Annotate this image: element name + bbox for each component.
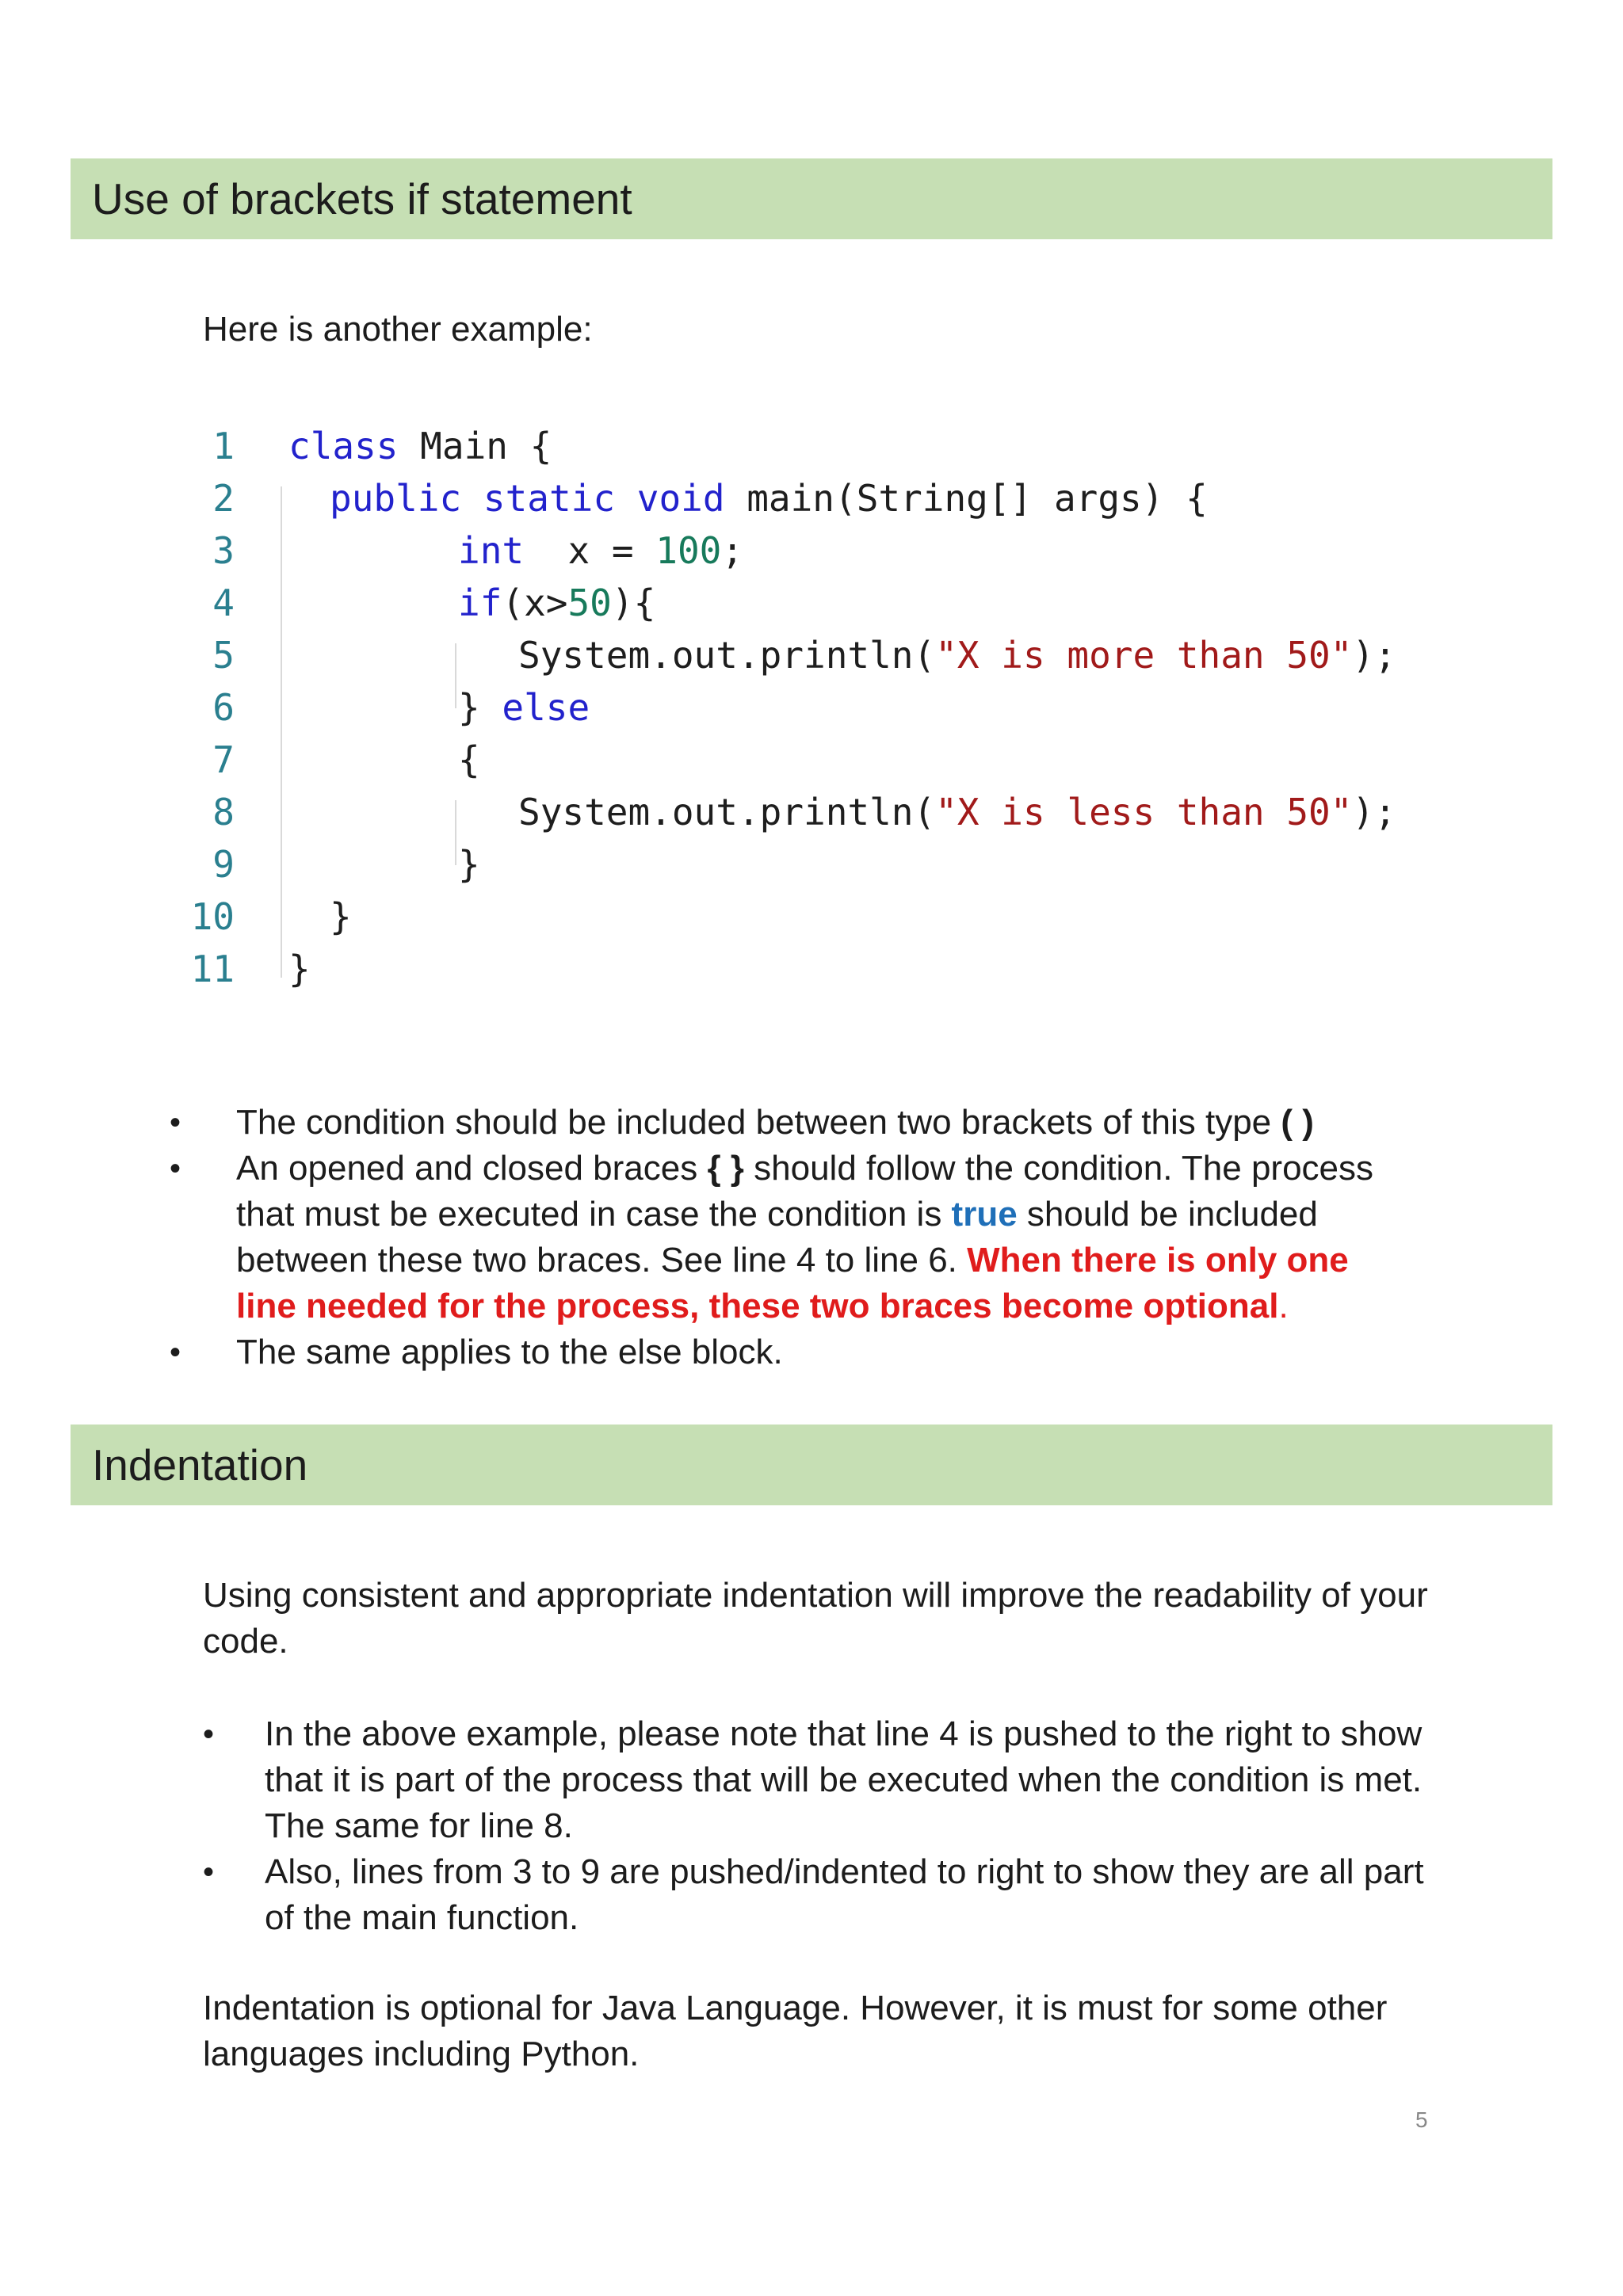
section-heading-indentation [71, 1425, 1552, 1505]
line-number: 6 [212, 686, 235, 729]
code-token [461, 477, 483, 520]
code-token: 100 [655, 529, 722, 572]
bullet-icon: • [170, 1151, 181, 1186]
code-text [458, 681, 590, 734]
bullet-text: The condition should be included between two brackets of this type [236, 1103, 1281, 1142]
code-token: if [458, 582, 502, 624]
bullet-list-indentation [203, 1711, 1455, 1941]
code-token: System.out.println( [518, 634, 936, 677]
code-token: ); [1352, 791, 1396, 833]
code-token: Main { [398, 425, 552, 467]
bullet-text: should be included between these two braces. See line 4 to line 6. [236, 1195, 1318, 1280]
line-number: 9 [212, 843, 235, 886]
code-token: } [330, 895, 352, 938]
highlight-note: When there is only one line needed for the process, these two braces become optional [236, 1241, 1349, 1325]
bullet-list-brackets [170, 1100, 1406, 1375]
code-text [458, 577, 655, 629]
bullet-icon: • [203, 1717, 215, 1752]
code-token: ); [1352, 634, 1396, 677]
page-number: 5 [1415, 2107, 1428, 2132]
intro-text: Here is another example: [203, 310, 593, 349]
indentation-intro: Using consistent and appropriate indentation will improve the readability of your code. [203, 1576, 1428, 1661]
bullet-text: Also, lines from 3 to 9 are pushed/indented to right to show they are all part of the main function. [265, 1852, 1424, 1937]
line-number: 4 [212, 582, 235, 624]
code-token: static [483, 477, 616, 520]
code-listing [187, 420, 1396, 1022]
code-token: public [330, 477, 462, 520]
keyword-true: true [951, 1195, 1018, 1234]
code-text [458, 734, 480, 786]
section-title: Use of brackets if statement [92, 174, 632, 223]
code-token: 50 [567, 582, 612, 624]
line-number: 5 [212, 634, 235, 677]
code-token: } [458, 686, 502, 729]
code-token [615, 477, 637, 520]
code-text [330, 472, 1208, 524]
code-token: ; [721, 529, 744, 572]
indent-guide [455, 643, 456, 708]
code-token: "X is less than 50" [935, 791, 1353, 833]
bullet-bold: { } [707, 1149, 744, 1188]
indent-guide [281, 486, 282, 978]
code-token: class [288, 425, 399, 467]
closing-text: Indentation is optional for Java Language. However, it is must for some other languages including Python. [203, 1989, 1388, 2073]
code-token: "X is more than 50" [935, 634, 1353, 677]
code-text [518, 629, 1396, 681]
section-title: Indentation [92, 1440, 308, 1489]
bullet-icon: • [170, 1105, 181, 1140]
bullet-icon: • [170, 1335, 181, 1370]
code-text [458, 524, 743, 577]
code-token: (x> [502, 582, 568, 624]
code-text [288, 420, 552, 472]
line-number: 7 [212, 738, 235, 781]
list-item [170, 1329, 1406, 1375]
code-token: } [458, 843, 480, 886]
code-token: else [502, 686, 590, 729]
list-item [203, 1711, 1455, 1849]
code-token: void [636, 477, 725, 520]
line-number: 10 [190, 895, 235, 938]
code-token: main(String[] args) { [724, 477, 1208, 520]
bullet-icon: • [203, 1855, 215, 1890]
code-token: System.out.println( [518, 791, 936, 833]
code-text [458, 838, 480, 891]
code-token: } [288, 948, 311, 990]
list-item [170, 1146, 1406, 1329]
code-token: ){ [611, 582, 656, 624]
line-number: 8 [212, 791, 235, 833]
section-heading-brackets [71, 158, 1552, 239]
line-number: 3 [212, 529, 235, 572]
bullet-text: The same applies to the else block. [236, 1333, 783, 1371]
indent-guide [455, 800, 456, 865]
line-number: 1 [212, 425, 235, 467]
bullet-bold: ( ) [1281, 1103, 1314, 1142]
bullet-text: An opened and closed braces [236, 1149, 708, 1188]
list-item [170, 1100, 1406, 1146]
code-token: { [458, 738, 480, 781]
list-item [203, 1849, 1455, 1941]
code-text [518, 786, 1396, 838]
line-number: 2 [212, 477, 235, 520]
line-number: 11 [190, 948, 235, 990]
code-token: x = [524, 529, 656, 572]
code-token: int [458, 529, 525, 572]
code-text [330, 891, 352, 943]
highlight-period: . [1278, 1287, 1289, 1325]
bullet-text: In the above example, please note that line 4 is pushed to the right to show that it is part of the process that will be executed when the condition is met. The same for line 8. [265, 1714, 1423, 1845]
bullet-text: should follow the condition. The process that must be executed in case the condition is [236, 1149, 1374, 1234]
code-text [288, 943, 311, 995]
